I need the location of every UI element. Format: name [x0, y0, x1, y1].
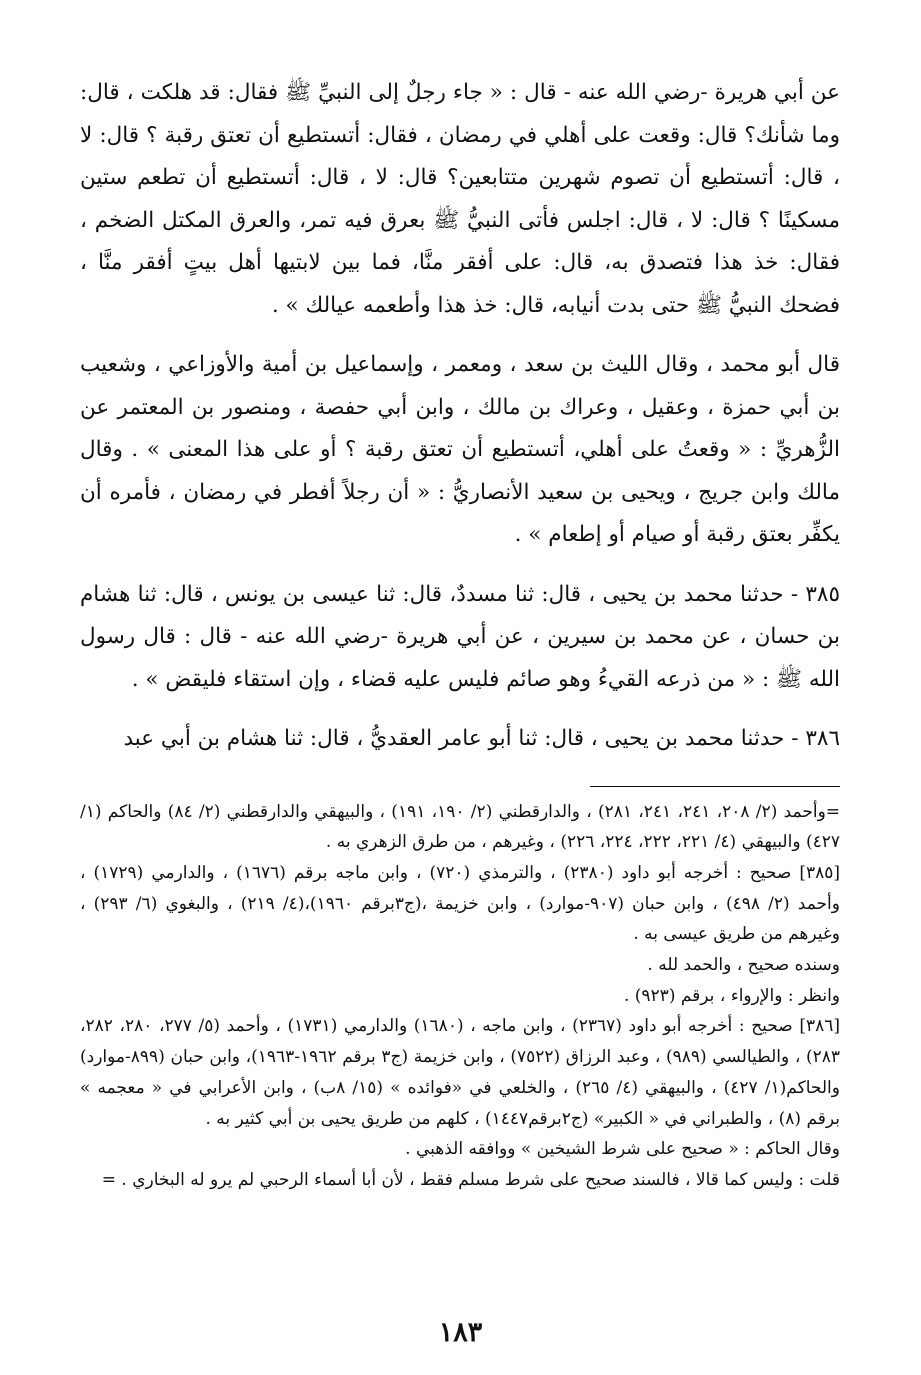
footnote-line: وقال الحاكم : « صحيح على شرط الشيخين » ووافقه الذهبي . — [405, 1139, 840, 1160]
footnote-385: [٣٨٥] صحيح : أخرجه أبو داود (٢٣٨٠) ، والترمذي (٧٢٠) ، وابن ماجه برقم (١٦٧٦) ، والدارمي (١٧٢٩) ، وأحمد (٢/ ٤٩٨) ، وابن حبان (٩٠٧-موارد) ، وابن خزيمة ،(ج٣برقم ١٩٦٠)،(٤/ ٢١٩) ، والبغوي (٦/ ٢٩٣) ، وغيرهم من طريق عيسى به . — [80, 862, 840, 945]
hadith-385-paragraph: ٣٨٥ - حدثنا محمد بن يحيى ، قال: ثنا مسددٌ، قال: ثنا عيسى بن يونس ، قال: ثنا هشام بن حسان ، عن محمد بن سيرين ، عن أبي هريرة -رضي الله عنه - قال : قال رسول الله ﷺ : « من ذرعه القيءُ وهو صائم فليس عليه قضاء ، وإن استقاء فليقض » . — [80, 581, 840, 692]
page-content — [80, 72, 840, 1196]
footnote-line: قلت : وليس كما قالا ، فالسند صحيح على شرط مسلم فقط ، لأن أبا أسماء الرحبي لم يرو له البخاري . = — [101, 1169, 840, 1190]
footnote-continuation: =وأحمد (٢/ ٢٠٨، ٢٤١، ٢٤١، ٢٨١) ، والدارقطني (٢/ ١٩٠، ١٩١) ، والبيهقي والدارقطني (٢/ ٨٤) والحاكم (١/ ٤٢٧) والبيهقي (٤/ ٢٢١، ٢٢٢، ٢٢٤، ٢٢٦) ، وغيرهم ، من طرق الزهري به . — [80, 801, 841, 853]
footnote-386: [٣٨٦] صحيح : أخرجه أبو داود (٢٣٦٧) ، وابن ماجه ، (١٦٨٠) والدارمي (١٧٣١) ، وأحمد (٥/ ٢٧٧، ٢٨٠، ٢٨٢، ٢٨٣) ، والطيالسي (٩٨٩) ، وعبد الرزاق (٧٥٢٢) ، وابن خزيمة (ج٣ برقم ١٩٦٢-١٩٦٣)، وابن حبان (٨٩٩-موارد) والحاكم(١/ ٤٢٧) ، والبيهقي (٤/ ٢٦٥) ، والخلعي في «فوائده » (١٥/ ٨ب) ، وابن الأعرابي في « معجمه » برقم (٨) ، والطبراني في « الكبير» (ج٢برقم١٤٤٧) ، كلهم من طريق يحيى بن أبي كثير به . — [80, 1016, 840, 1129]
hadith-386-paragraph: ٣٨٦ - حدثنا محمد بن يحيى ، قال: ثنا أبو عامر العقديُّ ، قال: ثنا هشام بن أبي عبد — [123, 726, 840, 751]
footnotes — [80, 797, 840, 1196]
footnote-line: وانظر : والإرواء ، برقم (٩٢٣) . — [623, 985, 840, 1006]
commentary-paragraph: قال أبو محمد ، وقال الليث بن سعد ، ومعمر ، وإسماعيل بن أمية والأوزاعي ، وشعيب بن أبي حمزة ، وعقيل ، وعراك بن مالك ، وابن أبي حفصة ، ومنصور بن المعتمر عن الزُّهريِّ : « وقعتُ على أهلي، أتستطيع أن تعتق رقبة ؟ أو على هذا المعنى » . وقال مالك وابن جريج ، ويحيى بن سعيد الأنصاريُّ : « أن رجلاً أفطر في رمضان ، فأمره أن يكفِّر بعتق رقبة أو صيام أو إطعام » . — [80, 352, 840, 547]
footnote-separator — [590, 786, 840, 787]
hadith-paragraph: عن أبي هريرة -رضي الله عنه - قال : « جاء رجلٌ إلى النبيِّ ﷺ فقال: قد هلكت ، قال: وما شأنك؟ قال: وقعت على أهلي في رمضان ، فقال: أتستطيع أن تعتق رقبة ؟ قال: لا ، قال: أتستطيع أن تصوم شهرين متتابعين؟ قال: لا ، قال: أتستطيع أن تطعم ستين مسكينًا ؟ قال: لا ، قال: اجلس فأتى النبيُّ ﷺ بعرق فيه تمر، والعرق المكتل الضخم ، فقال: خذ هذا فتصدق به، قال: على أفقر منَّا، فما بين لابتيها أهل بيتٍ أفقر منَّا ، فضحك النبيُّ ﷺ حتى بدت أنيابه، قال: خذ هذا وأطعمه عيالك » . — [80, 80, 840, 318]
main-text — [80, 72, 840, 761]
footnote-line: وسنده صحيح ، والحمد لله . — [647, 955, 840, 976]
page-number: ١٨٣ — [438, 1317, 483, 1348]
